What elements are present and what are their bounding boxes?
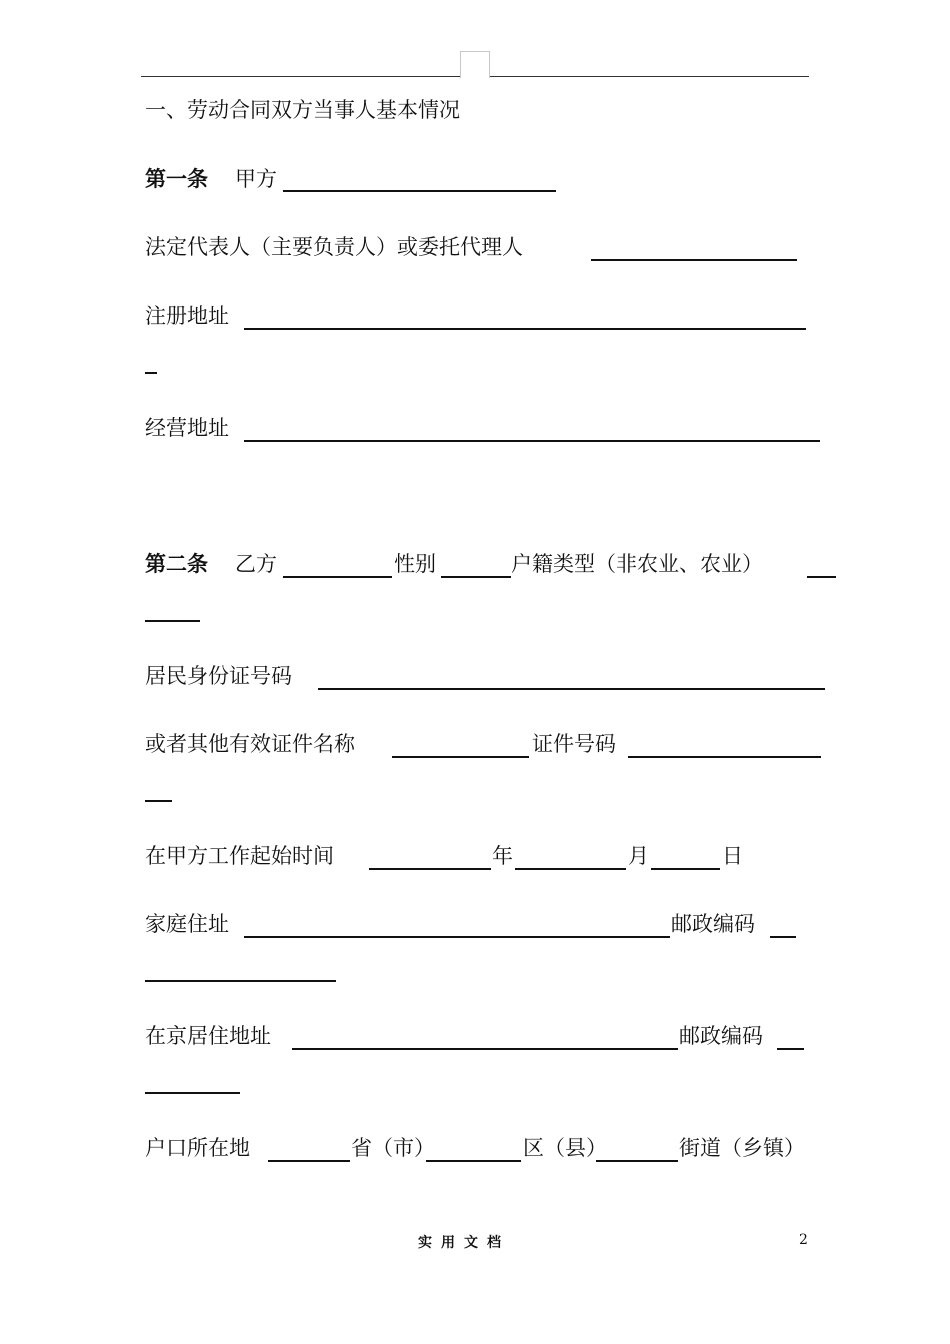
postal-code-field[interactable]: [770, 936, 796, 938]
party-a-label: 甲方: [235, 167, 277, 191]
province-label: 省（市）: [351, 1136, 435, 1160]
hukou-type-field[interactable]: [807, 576, 836, 578]
home-address-field[interactable]: [244, 936, 670, 938]
gender-label: 性别: [394, 552, 436, 576]
start-month-field[interactable]: [515, 868, 626, 870]
other-id-name-field[interactable]: [392, 756, 529, 758]
id-number-field[interactable]: [318, 688, 825, 690]
hukou-type-field-cont[interactable]: [145, 620, 200, 622]
article1-label: 第一条: [145, 166, 208, 191]
start-day-field[interactable]: [651, 868, 720, 870]
section-title: 一、劳动合同双方当事人基本情况: [145, 98, 460, 122]
province-field[interactable]: [268, 1160, 350, 1162]
page-number: 2: [799, 1232, 808, 1248]
registered-address-label: 注册地址: [145, 304, 229, 328]
header-tab: [460, 51, 490, 78]
district-label: 区（县）: [523, 1136, 607, 1160]
district-field[interactable]: [426, 1160, 521, 1162]
postal-code-2-field-cont[interactable]: [145, 1092, 240, 1094]
article2-label: 第二条: [145, 551, 208, 576]
home-address-label: 家庭住址: [145, 912, 229, 936]
legal-rep-label: 法定代表人（主要负责人）或委托代理人: [145, 235, 523, 259]
id-no-label: 证件号码: [532, 732, 616, 756]
business-address-label: 经营地址: [145, 416, 229, 440]
postal-code-2-field[interactable]: [777, 1048, 804, 1050]
legal-rep-field[interactable]: [591, 259, 797, 261]
postal-code-label: 邮政编码: [671, 912, 755, 936]
id-no-field-cont[interactable]: [145, 800, 172, 802]
start-time-label: 在甲方工作起始时间: [145, 844, 334, 868]
street-field[interactable]: [596, 1160, 678, 1162]
registered-address-field[interactable]: [244, 328, 806, 330]
day-label: 日: [722, 844, 743, 868]
party-b-label: 乙方: [235, 552, 277, 576]
footer-text: 实用文档: [418, 1235, 510, 1251]
start-year-field[interactable]: [369, 868, 491, 870]
id-no-field[interactable]: [628, 756, 821, 758]
street-label: 街道（乡镇）: [679, 1136, 805, 1160]
beijing-address-field[interactable]: [292, 1048, 678, 1050]
year-label: 年: [492, 844, 513, 868]
month-label: 月: [628, 844, 649, 868]
party-b-field[interactable]: [283, 576, 392, 578]
postal-code-2-label: 邮政编码: [679, 1024, 763, 1048]
business-address-field[interactable]: [244, 440, 820, 442]
postal-code-field-cont[interactable]: [145, 980, 336, 982]
party-a-field[interactable]: [283, 190, 556, 192]
other-id-name-label: 或者其他有效证件名称: [145, 732, 355, 756]
registered-address-field-cont[interactable]: [145, 372, 157, 374]
gender-field[interactable]: [441, 576, 511, 578]
hukou-location-label: 户口所在地: [145, 1136, 250, 1160]
id-number-label: 居民身份证号码: [145, 664, 292, 688]
hukou-type-label: 户籍类型（非农业、农业）: [511, 552, 763, 576]
beijing-address-label: 在京居住地址: [145, 1024, 271, 1048]
